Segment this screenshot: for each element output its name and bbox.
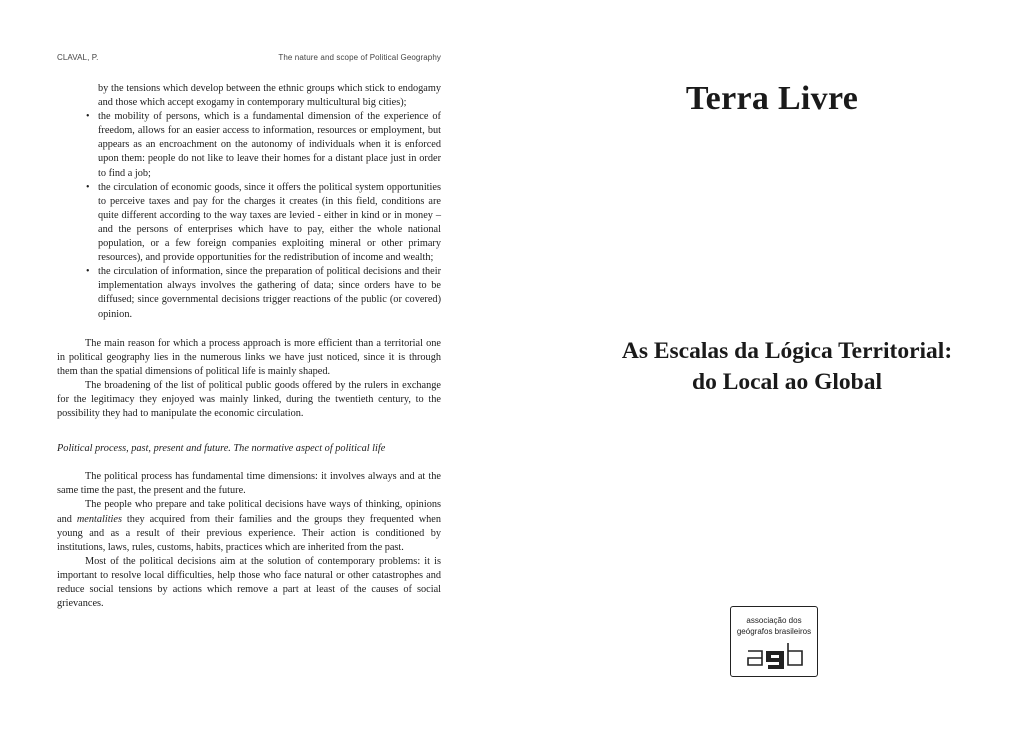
bullet-list: [57, 110, 441, 321]
right-page: [512, 0, 1024, 739]
agb-logo: [730, 606, 818, 677]
section-subheading: Political process, past, present and future. The normative aspect of political life: [57, 443, 386, 455]
continued-bullet-text: by the tensions which develop between the ethnic groups which stick to endogamy and those which accept exogamy in contemporary multicultural big cities);: [98, 83, 441, 109]
paragraph: The political process has fundamental time dimensions: it involves always and at the same time the past, the present and the future.: [57, 471, 441, 497]
paragraph-text: they acquired from their families and the groups they frequented when young and as a result of their previous experience. Their action is conditioned by institutions, laws, rules, customs, habits, practices which are inherited from the past.: [57, 513, 441, 553]
article-title: [552, 336, 1022, 398]
italic-term: mentalities: [76, 513, 122, 525]
paragraph: The broadening of the list of political public goods offered by the rulers in exchange for the legitimacy they enjoyed was mainly linked, during the twentieth century, to the possibility they had to manipulate the economic circulation.: [57, 379, 441, 420]
article-title-line: do Local ao Global: [692, 369, 882, 395]
bullet-item: • the circulation of economic goods, since it offers the political system opportunities to perceive taxes and pay for the charges it creates (in this field, conditions are quite different according to the way taxes are levied - either in kind or in money – and the persons of enterprises which have to pay, either the whole national population, or a few foreign companies exploiting mineral or other primary resources), and provide opportunities for the redistribution of income and wealth;: [57, 181, 441, 266]
paragraph-text: The people who prepare and take political decisions have ways of thinking, opinions and: [57, 499, 441, 525]
paragraph: The main reason for which a process approach is more efficient than a territorial one in political geography lies in the numerous links we have just noticed, since it is through them than the spatial dimensions of political life is mainly shaped.: [57, 337, 441, 377]
logo-caption: [731, 616, 817, 637]
bullet-item: • the mobility of persons, which is a fundamental dimension of the experience of freedom, allows for an easier access to information, resources or employment, but appears as an encroachment on the autonomy of individuals when it is enforced upon them: people do not like to leave their homes for a distant place just in order to find a job;: [57, 110, 441, 180]
agb-monogram-icon: [746, 641, 804, 669]
running-header: [57, 53, 441, 65]
article-title-line: As Escalas da Lógica Territorial:: [621, 338, 953, 364]
paragraph: [57, 498, 441, 554]
logo-line: associação dos: [746, 616, 802, 625]
header-article-title: The nature and scope of Political Geography: [278, 53, 441, 62]
journal-title: Terra Livre: [685, 80, 859, 117]
paragraph: Most of the political decisions aim at the solution of contemporary problems: it is important to resolve local difficulties, help those who face natural or other catastrophes and reduce social tensions by actions which remove a part at least of the causes of social grievances.: [57, 555, 441, 610]
bullet-item: • the circulation of information, since the preparation of political decisions and their implementation always involves the gathering of data; since orders have to be diffused; since governmental decisions trigger reactions of the public (or covered) opinion.: [57, 265, 441, 321]
body-text: [57, 82, 441, 611]
logo-line: geógrafos brasileiros: [736, 626, 812, 636]
header-author: CLAVAL, P.: [57, 53, 99, 62]
